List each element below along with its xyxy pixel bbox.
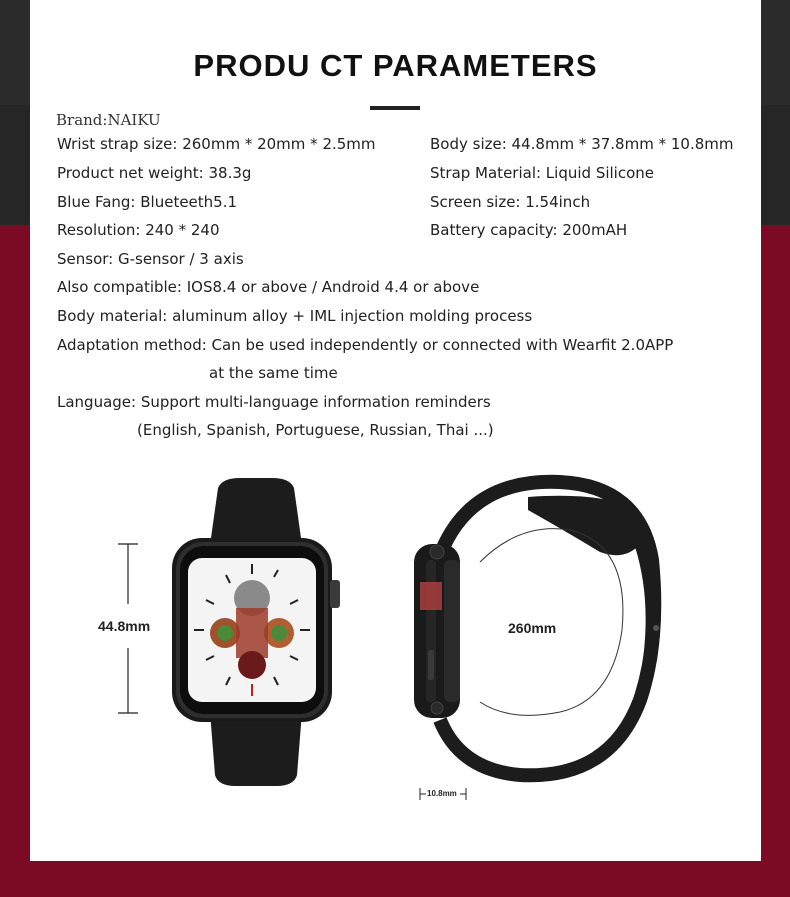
front-strap-bottom bbox=[210, 712, 302, 786]
page-title: PRODU CT PARAMETERS bbox=[193, 48, 598, 83]
complication-center bbox=[236, 608, 268, 658]
brand-label: Brand:NAIKU bbox=[56, 111, 161, 129]
spec-body-size: Body size: 44.8mm * 37.8mm * 10.8mm bbox=[430, 135, 734, 153]
spec-compatible: Also compatible: IOS8.4 or above / Android 4.4 or above bbox=[57, 278, 480, 296]
spec-strap-size: Wrist strap size: 260mm * 20mm * 2.5mm bbox=[57, 135, 376, 153]
spec-adaptation-cont: at the same time bbox=[209, 364, 338, 382]
spec-language-cont: (English, Spanish, Portuguese, Russian, Thai ...) bbox=[137, 421, 494, 439]
spec-net-weight: Product net weight: 38.3g bbox=[57, 164, 252, 182]
spec-sensor: Sensor: G-sensor / 3 axis bbox=[57, 250, 244, 268]
thickness-label: 10.8mm bbox=[427, 789, 457, 798]
spec-body-material: Body material: aluminum alloy + IML injection molding process bbox=[57, 307, 533, 325]
strap-length-label: 260mm bbox=[508, 620, 557, 636]
spec-strap-material: Strap Material: Liquid Silicone bbox=[430, 164, 655, 182]
height-dimension-label: 44.8mm bbox=[98, 618, 151, 634]
complication-bottom bbox=[238, 651, 266, 679]
spec-battery: Battery capacity: 200mAH bbox=[430, 221, 628, 239]
spec-resolution: Resolution: 240 * 240 bbox=[57, 221, 220, 239]
watch-crown bbox=[330, 580, 340, 608]
spec-language: Language: Support multi-language information reminders bbox=[57, 393, 491, 411]
spec-screen-size: Screen size: 1.54inch bbox=[430, 193, 591, 211]
side-strap-tongue bbox=[528, 496, 637, 555]
spec-bluetooth: Blue Fang: Blueteeth5.1 bbox=[57, 193, 238, 211]
front-strap-top bbox=[210, 478, 302, 545]
spec-adaptation: Adaptation method: Can be used independently or connected with Wearfit 2.0APP bbox=[57, 336, 674, 354]
